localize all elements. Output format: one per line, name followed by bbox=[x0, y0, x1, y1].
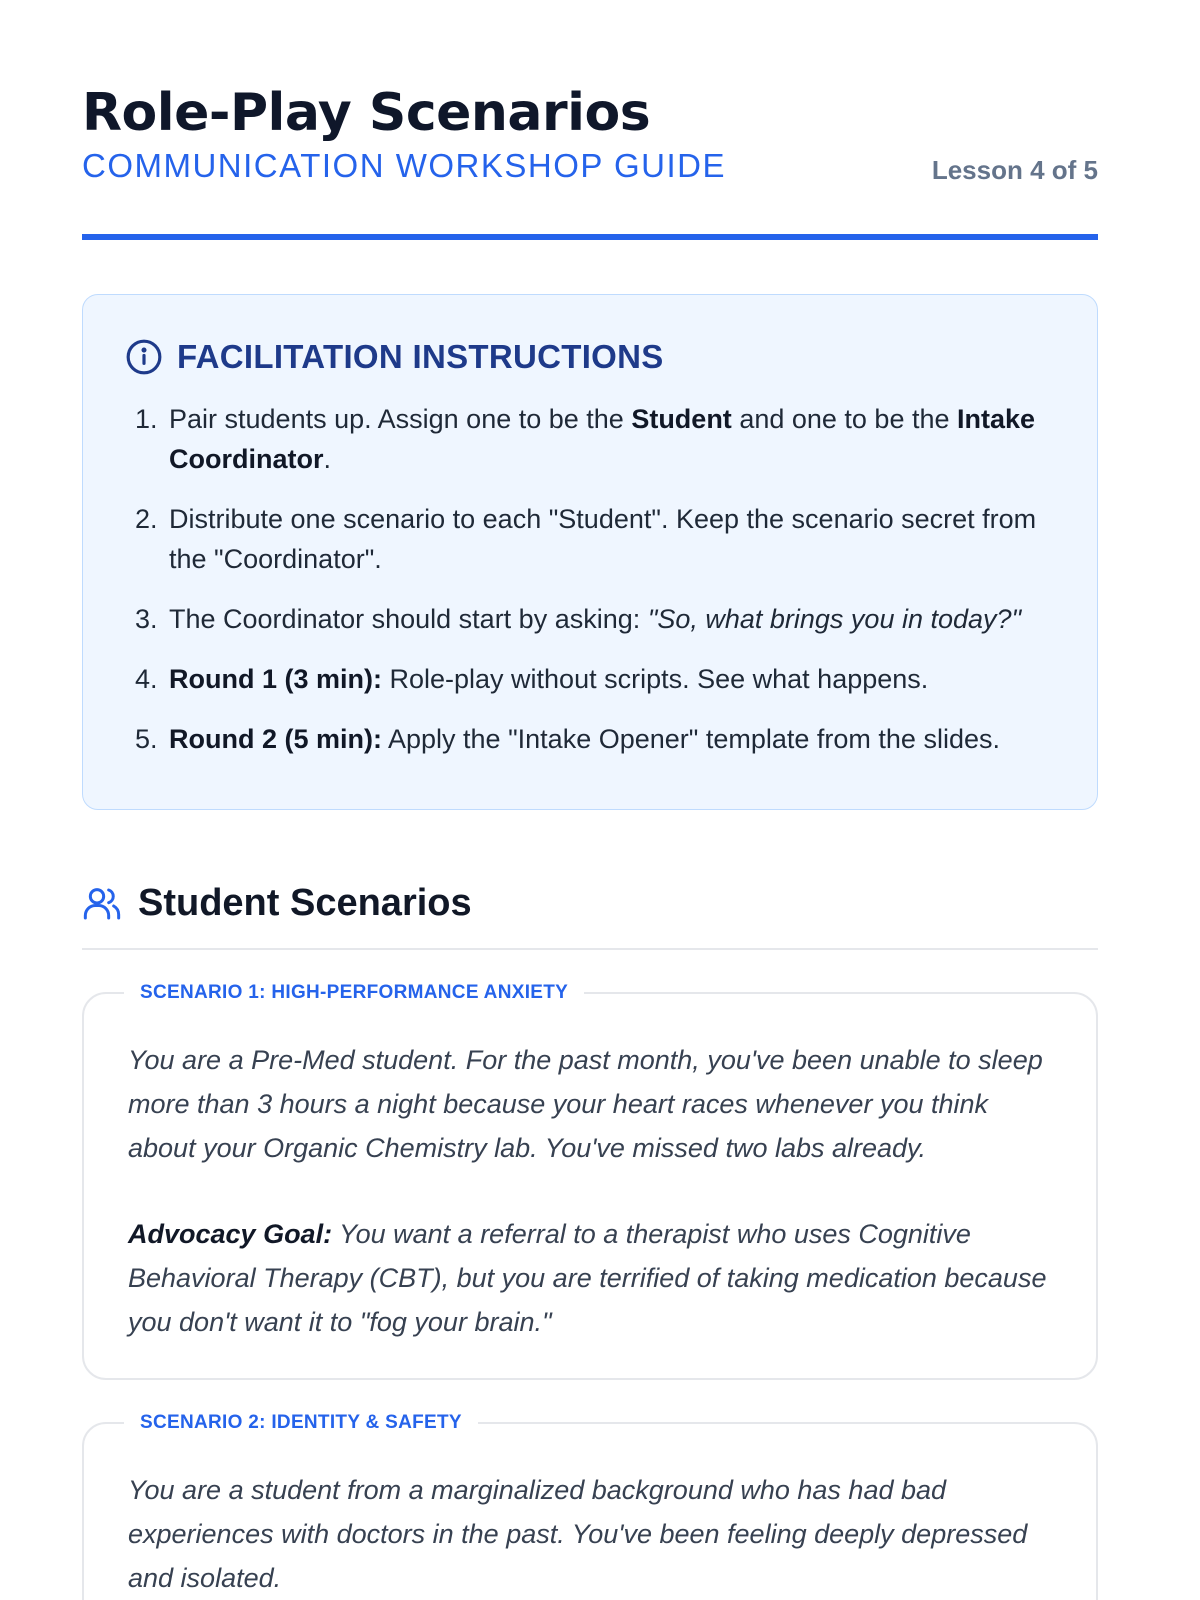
scenario-card bbox=[82, 982, 1098, 1380]
header-divider bbox=[82, 234, 1098, 240]
scenario-goal: Advocacy Goal: You want a referral to a therapist who uses Cognitive Behavioral Therapy (CBT), but you are terrified of taking medication because you don't want it to "fog your brain." bbox=[128, 1219, 1047, 1337]
scenario-body: You are a student from a marginalized background who has had bad experiences with doctors in the past. You've been feeling deeply depressed and isolated. bbox=[128, 1475, 1028, 1593]
page-header bbox=[82, 0, 1098, 242]
instruction-step: 2. Distribute one scenario to each "Student". Keep the scenario secret from the "Coordinator". bbox=[165, 499, 1057, 579]
scenario-card bbox=[82, 1412, 1098, 1600]
page-title: Role-Play Scenarios bbox=[82, 83, 651, 143]
student-scenarios-header bbox=[82, 878, 1098, 928]
info-icon bbox=[125, 338, 163, 376]
instruction-step: 1. Pair students up. Assign one to be the Student and one to be the Intake Coordinator. bbox=[165, 399, 1057, 479]
instruction-step: 3. The Coordinator should start by asking: "So, what brings you in today?" bbox=[165, 599, 1057, 639]
lesson-indicator: Lesson 4 of 5 bbox=[931, 155, 1098, 185]
scenario-body: You are a Pre-Med student. For the past month, you've been unable to sleep more than 3 hours a night because your heart races whenever you think about your Organic Chemistry lab. You've missed two labs already. bbox=[128, 1045, 1043, 1163]
instructions-title: FACILITATION INSTRUCTIONS bbox=[177, 338, 664, 375]
instruction-step: 5. Round 2 (5 min): Apply the "Intake Opener" template from the slides. bbox=[165, 719, 1057, 759]
section-divider bbox=[82, 948, 1098, 950]
facilitation-instructions-panel bbox=[82, 294, 1098, 810]
instruction-step: 4. Round 1 (3 min): Role-play without scripts. See what happens. bbox=[165, 659, 1057, 699]
instructions-header bbox=[125, 335, 1057, 379]
users-icon bbox=[82, 883, 122, 923]
scenario-label: SCENARIO 2: IDENTITY & SAFETY bbox=[124, 1410, 478, 1436]
scenario-label: SCENARIO 1: HIGH-PERFORMANCE ANXIETY bbox=[124, 980, 584, 1006]
page-subtitle: COMMUNICATION WORKSHOP GUIDE bbox=[82, 147, 726, 184]
instructions-list bbox=[125, 399, 1057, 759]
section-title: Student Scenarios bbox=[138, 881, 472, 924]
